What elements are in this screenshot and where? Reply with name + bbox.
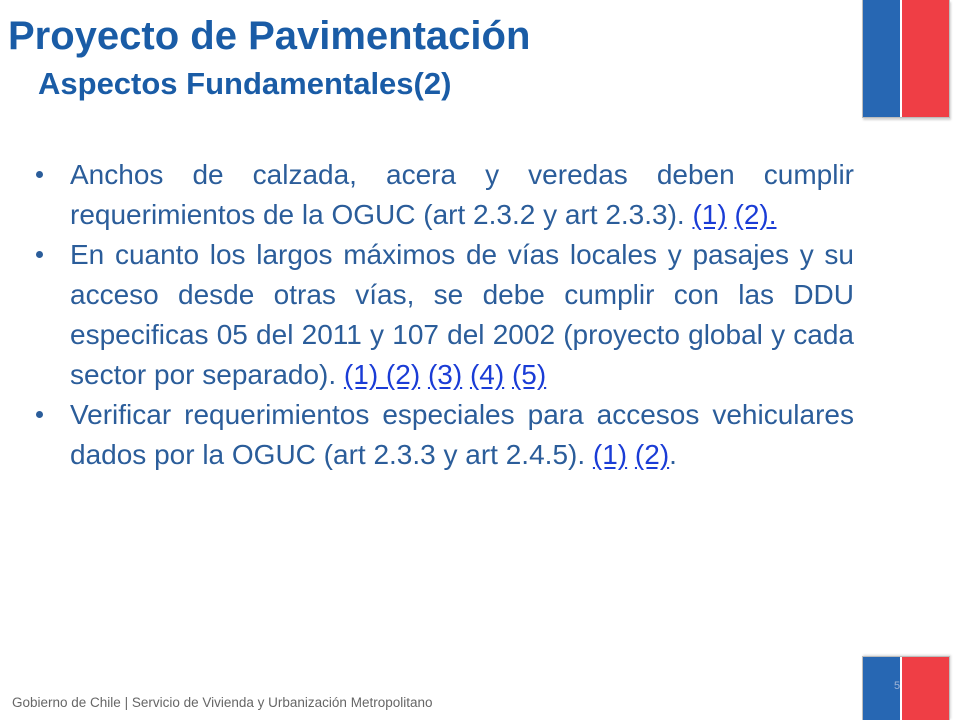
bullet-text: Anchos de calzada, acera y veredas deben cumplir requerimientos de la OGUC (art 2.3.2 y art 2.3.3). [70,159,854,230]
bullet-dot-icon [36,411,43,418]
reference-link[interactable]: (5) [511,359,547,390]
flag-blue-stripe [863,0,902,117]
flag-top [862,0,950,118]
flag-red-stripe [902,657,949,720]
reference-link[interactable]: (2). [734,199,777,230]
bullet-text: Verificar requerimientos especiales para accesos vehiculares dados por la OGUC (art 2.3.3 y art 2.4.5). [70,399,854,470]
reference-link[interactable]: (1) [692,199,727,230]
bullet-trailing: . [669,439,677,470]
bullet-item [36,235,854,395]
slide-title: Proyecto de Pavimentación [8,14,531,58]
bullet-dot-icon [36,171,43,178]
bullet-list [36,155,854,475]
reference-link[interactable]: (1) [592,439,628,470]
reference-link[interactable]: (4) [469,359,505,390]
slide-number: 5 [894,680,901,692]
reference-link[interactable]: (2) [634,439,670,470]
slide-subtitle: Aspectos Fundamentales(2) [38,66,452,101]
bullet-item [36,155,854,235]
flag-bottom [862,656,950,720]
reference-link[interactable]: (1) (2) [343,359,421,390]
flag-red-stripe [902,0,949,117]
bullet-dot-icon [36,251,43,258]
reference-link[interactable]: (3) [427,359,463,390]
bullet-text: En cuanto los largos máximos de vías locales y pasajes y su acceso desde otras vías, se debe cumplir con las DDU especificas 05 del 2011 y 107 del 2002 (proyecto global y cada sector por separado). [70,239,854,390]
footer-text: Gobierno de Chile | Servicio de Vivienda y Urbanización Metropolitano [12,695,433,710]
bullet-item [36,395,854,475]
